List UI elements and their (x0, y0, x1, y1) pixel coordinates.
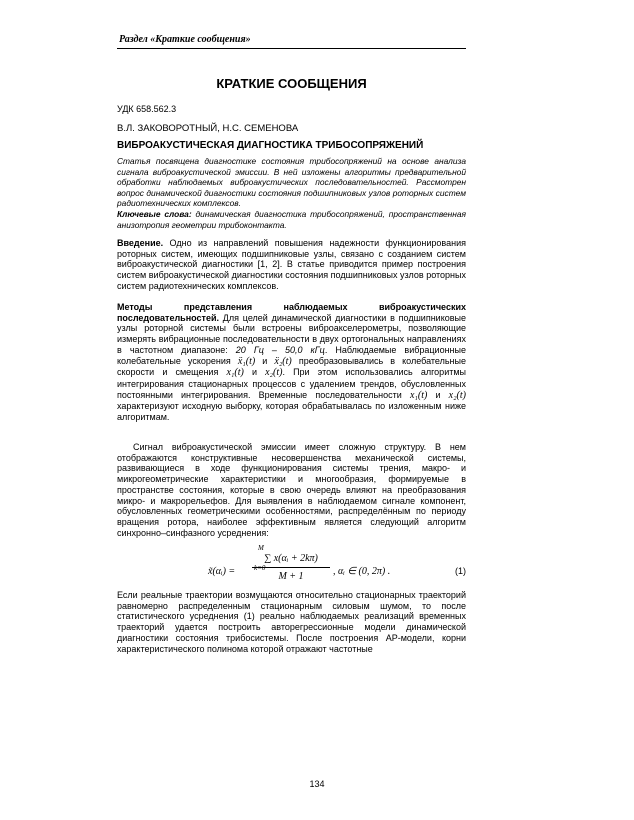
methods-text-1: Для целей динамической диагностики в подшипниковые узлы роторной системы были встроены виброакселерометры, позволяющие измерять вибрационные последовательности в двух ортогональных направлениях в частотном диапазоне: (117, 312, 466, 355)
article-authors: В.Л. ЗАКОВОРОТНЫЙ, Н.С. СЕМЕНОВА (117, 123, 299, 134)
paragraph-signal: Сигнал виброакустической эмиссии имеет сложную структуру. В нем отображаются конструктивные несовершенства механической системы, развивающиеся в ходе функционирования системы трения, макро- и микрогеометрические характеристики и многообразия, формируемые в пространстве состояния, которые в свою очередь влияют на преобразования микро- и макрорельефов. Для выявления в наблюдаемом сигнале компонент, обусловленных геометрическими особенностями, распределённым по периоду вращения ротора, наиболее эффективным является следующий алгоритм синхронно–синфазного усреднения: (117, 442, 466, 538)
header-rule (117, 48, 466, 49)
article-title: ВИБРОАКУСТИЧЕСКАЯ ДИАГНОСТИКА ТРИБОСОПРЯЖЕНИЙ (117, 140, 424, 151)
equation-condition: , αᵢ ∈ (0, 2π) . (333, 566, 391, 577)
paragraph-introduction (117, 238, 466, 292)
methods-text-3: преобразовывались в колебательные скорости и смещения (117, 355, 466, 378)
sequence-x2: x₂(t) (448, 389, 466, 401)
methods-and-3: и (435, 389, 441, 400)
section-title: КРАТКИЕ СООБЩЕНИЯ (216, 76, 367, 91)
sum-lower-limit: k=0 (254, 564, 266, 572)
acceleration-x1: ẍ₁(t) (237, 355, 256, 367)
sequence-x1: x₁(t) (409, 389, 428, 401)
displacement-x2: x₂(t) (265, 367, 283, 379)
keywords-label: Ключевые слова: (117, 209, 192, 219)
running-head: Раздел «Краткие сообщения» (119, 34, 251, 45)
udk-code: УДК 658.562.3 (117, 104, 177, 114)
article-keywords (117, 209, 466, 230)
equation-denominator: M + 1 (278, 571, 304, 582)
sum-upper-limit: M (258, 544, 264, 552)
equation-number: (1) (455, 566, 466, 576)
equation-1 (117, 545, 466, 589)
equation-lhs: x̃(αᵢ) = (208, 566, 236, 577)
frequency-range: 20 Гц – 50,0 кГц (235, 344, 325, 355)
methods-text-4: . При этом использовались алгоритмы интегрирования стационарных процессов с удалением трендов, обусловленных постоянными интегрирования. Временные последовательности (117, 367, 466, 400)
displacement-x1: x₁(t) (226, 367, 244, 379)
introduction-heading: Введение. (117, 238, 164, 248)
introduction-text: Одно из направлений повышения надежности функционирования роторных систем, имеющих подшипниковые узлы, связано с созданием систем виброакустической диагностики [1, 2]. В статье приводится пример построения систем виброакустической диагностики состояния подшипниковых узлов роторных систем радиотехнических комплексов. (117, 238, 466, 291)
keywords-text: динамическая диагностика трибосопряжений, пространственная анизотропия геометрии трибоконтакта. (117, 209, 467, 230)
methods-text-5: характеризуют исходную выборку, которая обрабатывалась по изложенным ниже алгоритмам. (117, 401, 466, 423)
methods-heading: Методы представления наблюдаемых виброакустических последовательностей. (117, 302, 466, 323)
paragraph-after-equation: Если реальные траектории возмущаются относительно стационарных траекторий равномерно распределенным стационарным силовым шумом, то после статистического усреднения (1) реально наблюдаемых реализаций временных траекторий удается построить авторегрессионные модели динамической диагностики состояния трибосистемы. После построения АР-модели, корни характеристического полинома которой отражают частотные (117, 590, 466, 654)
methods-and-2: и (251, 367, 257, 378)
paragraph-methods (117, 302, 466, 423)
fraction-line (252, 567, 330, 568)
page-number: 134 (309, 779, 325, 789)
methods-text-2: . Наблюдаемые вибрационные колебательные ускорения (117, 344, 466, 366)
equation-numerator: ∑ x(αᵢ + 2kπ) (264, 553, 318, 564)
methods-and-1: и (262, 355, 268, 366)
article-abstract: Статья посвящена диагностике состояния трибосопряжений на основе анализа сигнала виброакустической эмиссии. В ней изложены алгоритмы предварительной обработки наблюдаемых виброакустических последовательностей. Рассмотрен вопрос динамической диагностики состояния подшипниковых узлов роторных систем радиотехнических комплексов. (117, 156, 466, 209)
acceleration-x2: ẍ₂(t) (274, 355, 292, 367)
